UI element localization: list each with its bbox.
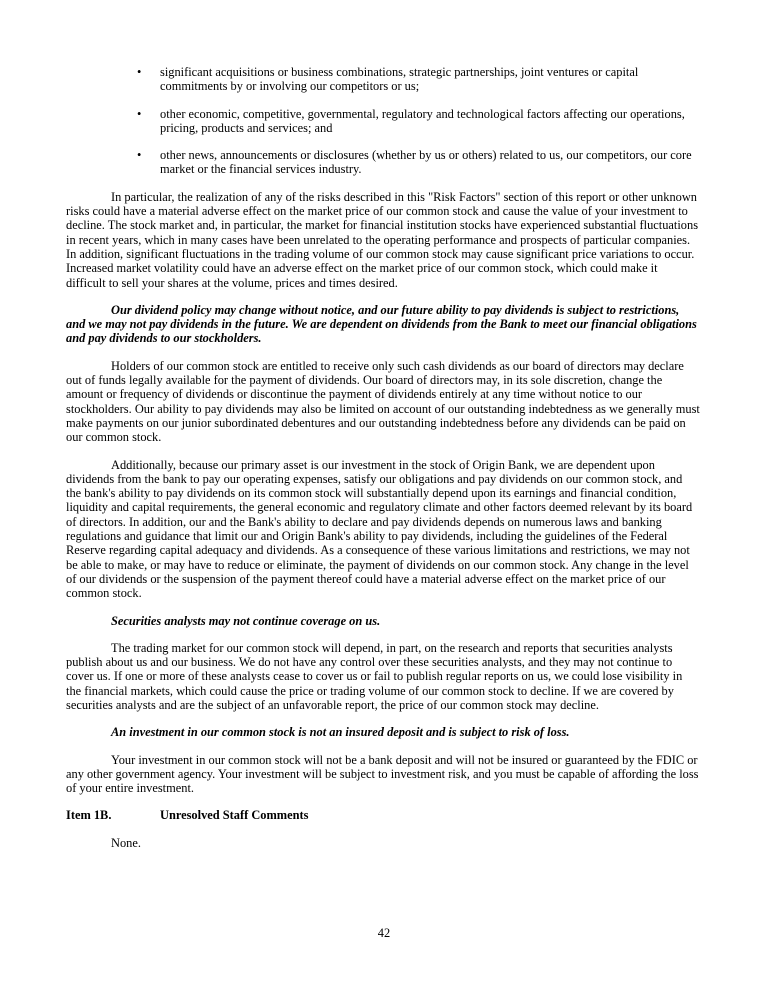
bullet-icon: • (137, 106, 142, 121)
paragraph-holders: Holders of our common stock are entitled to receive only such cash dividends as our board of directors may declare out of funds legally available for the payment of dividends. Our board of directors may, in its sole discretion, change the amount or frequency of dividends or discontinue the payment of dividends entirely at any time without notice to our stockholders. Our ability to pay dividends may also be limited on account of our outstanding indebtedness as we generally must make payments on our junior subordinated debentures and our outstanding indebtedness before any dividends can be paid on our common stock. (66, 358, 700, 445)
item-1b-label: Item 1B. (66, 808, 112, 823)
item-1b-heading (66, 808, 700, 822)
paragraph-risk-realization: In particular, the realization of any of the risks described in this "Risk Factors" section of this report or other unknown risks could have a material adverse effect on the market price of our common stock and cause the value of your investment to decline. The stock market and, in particular, the market for financial institution stocks have experienced substantial fluctuations in recent years, which in many cases have been unrelated to the operating performance and prospects of particular companies. In addition, significant fluctuations in the trading volume of our common stock may cause significant price variations to occur. Increased market volatility could have an adverse effect on the market price of our common stock, which could make it difficult to sell your shares at the volume, prices and times desired. (66, 189, 699, 290)
risk-bullet-list (66, 65, 700, 177)
list-item (66, 148, 700, 177)
paragraph-investment: Your investment in our common stock will not be a bank deposit and will not be insured or guaranteed by the FDIC or any other government agency. Your investment will be subject to investment risk, and you must be capable of affording the loss of your entire investment. (66, 752, 699, 796)
list-item (66, 107, 700, 136)
heading-securities-analysts: Securities analysts may not continue coverage on us. (111, 613, 381, 628)
page-number: 42 (377, 926, 391, 940)
paragraph-analysts: The trading market for our common stock will depend, in part, on the research and reports that securities analysts publish about us and our business. We do not have any control over these securities analysts, and they may not continue to cover us. If one or more of these analysts cease to cover us or fail to publish regular reports on us, we could lose visibility in the financial markets, which could cause the price or trading volume of our common stock to decline. If we are covered by securities analysts and are the subject of an unfavorable report, the price of our common stock may decline. (66, 640, 683, 712)
bullet-icon: • (137, 148, 142, 163)
paragraph-additionally: Additionally, because our primary asset is our investment in the stock of Origin Bank, we are dependent upon dividends from the bank to pay our operating expenses, satisfy our obligations and pay dividends on our common stock, and the bank's ability to pay dividends on its common stock will substantially depend upon its earnings and financial condition, liquidity and capital requirements, the general economic and regulatory climate and other factors deemed relevant by its board of directors. In addition, our and the Bank's ability to declare and pay dividends depends on numerous laws and banking regulations and guidance that limit our and Origin Bank's ability to pay dividends, including the guidelines of the Federal Reserve regarding capital adequacy and dividends. As a consequence of these various limitations and restrictions, we may not be able to make, or may have to reduce or eliminate, the payment of dividends on our common stock. Any change in the level of our dividends or the suspension of the payment thereof could have a material adverse effect on the market price of our common stock. (66, 457, 693, 601)
heading-investment-risk: An investment in our common stock is not an insured deposit and is subject to risk of loss. (111, 725, 570, 740)
list-item (66, 65, 700, 94)
bullet-icon: • (137, 65, 142, 79)
item-1b-body: None. (111, 835, 141, 850)
bullet-text-other-news: other news, announcements or disclosures (whether by us or others) related to us, our competitors, our core market or the financial services industry. (160, 148, 692, 177)
bullet-text-acquisitions: significant acquisitions or business combinations, strategic partnerships, joint ventures or capital commitments by or involving our competitors or us; (160, 65, 639, 94)
item-1b-title: Unresolved Staff Comments (160, 808, 309, 823)
bullet-text-other-factors: other economic, competitive, governmental, regulatory and technological factors affecting our operations, pricing, products and services; and (160, 106, 685, 135)
heading-dividend-policy: Our dividend policy may change without notice, and our future ability to pay dividends is subject to restrictions, and we may not pay dividends in the future. We are dependent on dividends from the Bank to meet our financial obligations and pay dividends to our stockholders. (66, 302, 697, 346)
